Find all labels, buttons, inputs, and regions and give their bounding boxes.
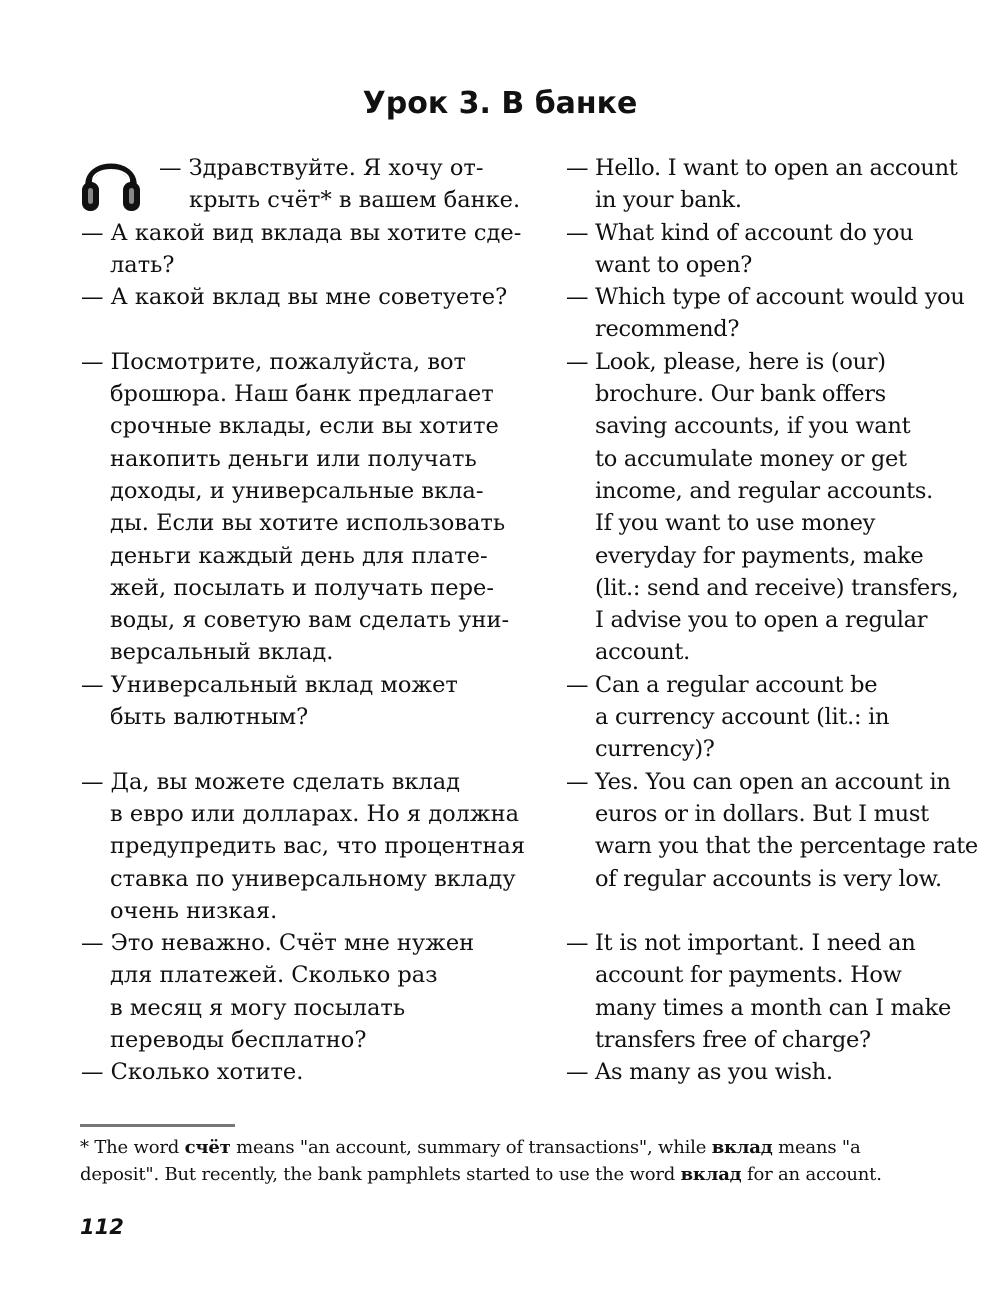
ru-line: — А какой вклад вы мне советуете?: [81, 284, 508, 311]
ru-spacer: [81, 313, 541, 345]
ru-line: ставка по универсальному вкладу: [110, 865, 516, 892]
ru-line: версальный вклад.: [110, 639, 334, 666]
ru-line: воды, я советую вам сделать уни-: [110, 607, 510, 634]
page-number: 112: [80, 1215, 124, 1239]
ru-line: — Здравствуйте. Я хочу от-: [159, 155, 484, 181]
footnote-term: счёт: [184, 1137, 231, 1158]
en-line: recommend?: [595, 316, 740, 343]
ru-line: жей, посылать и получать пере-: [110, 574, 494, 601]
page-title: Урок 3. В банке: [362, 86, 638, 121]
ru-line: — А какой вид вклада вы хотите сде-: [81, 219, 522, 246]
ru-line: в месяц я могу посылать: [110, 994, 406, 1021]
en-line: income, and regular accounts.: [595, 477, 933, 504]
english-translation: [566, 152, 978, 1089]
footnote-line-2: deposit". But recently, the bank pamphlets started to use the word вклад for an account.: [80, 1164, 882, 1185]
footnote-term: вклад: [711, 1137, 773, 1158]
ru-line: накопить деньги или получать: [110, 445, 477, 472]
en-line: — As many as you wish.: [566, 1059, 833, 1086]
ru-line: лать?: [110, 251, 175, 278]
en-line: — Hello. I want to open an account: [566, 155, 958, 181]
footnote-divider: [80, 1124, 235, 1127]
footnote: [80, 1134, 960, 1188]
ru-line: — Да, вы можете сделать вклад: [81, 768, 460, 795]
en-line: (lit.: send and receive) transfers,: [595, 574, 959, 601]
en-line: everyday for payments, make: [595, 542, 924, 569]
en-line: If you want to use money: [595, 510, 876, 537]
ru-line: — Посмотрите, пожалуйста, вот: [81, 348, 466, 375]
ru-line: деньги каждый день для плате-: [110, 542, 488, 569]
ru-line: в евро или долларах. Но я должна: [110, 800, 520, 827]
ru-line: быть валютным?: [110, 704, 309, 731]
en-line: in your bank.: [595, 187, 742, 214]
en-line: — Look, please, here is (our): [566, 348, 886, 375]
footnote-term: вклад: [680, 1164, 742, 1185]
en-line: to accumulate money or get: [595, 445, 907, 472]
en-line: — Which type of account would you: [566, 284, 965, 311]
en-line: account for payments. How: [595, 962, 902, 989]
ru-line: переводы бесплатно?: [110, 1027, 367, 1054]
en-line: many times a month can I make: [595, 994, 952, 1021]
en-line: I advise you to open a regular: [595, 607, 928, 634]
en-line: brochure. Our bank offers: [595, 381, 886, 408]
ru-line: брошюра. Наш банк предлагает: [110, 381, 494, 408]
ru-line: для платежей. Сколько раз: [110, 962, 438, 989]
en-line: — Yes. You can open an account in: [566, 768, 951, 795]
en-line: want to open?: [595, 251, 753, 278]
russian-dialogue: [81, 152, 541, 1089]
ru-line: — Универсальный вклад может: [81, 671, 458, 698]
en-line: euros or in dollars. But I must: [595, 800, 929, 827]
en-line: warn you that the percentage rate: [595, 833, 978, 860]
en-line: of regular accounts is very low.: [595, 865, 942, 892]
footnote-line-1: * The word счёт means "an account, summary of transactions", while вклад means "a: [80, 1137, 861, 1158]
en-line: currency)?: [595, 736, 715, 763]
en-spacer: [566, 895, 966, 927]
ru-line: предупредить вас, что процентная: [110, 833, 526, 860]
ru-line: ды. Если вы хотите использовать: [110, 510, 506, 537]
ru-line: очень низкая.: [110, 897, 278, 924]
ru-line: — Это неважно. Счёт мне нужен: [81, 930, 475, 957]
ru-line: крыть счёт* в вашем банке.: [189, 187, 521, 214]
en-line: a currency account (lit.: in: [595, 704, 890, 731]
ru-line: доходы, и универсальные вкла-: [110, 477, 484, 504]
en-line: transfers free of charge?: [595, 1027, 871, 1054]
footnote-marker: *: [80, 1137, 89, 1158]
en-line: account.: [595, 639, 690, 666]
en-line: — What kind of account do you: [566, 219, 914, 246]
en-line: — It is not important. I need an: [566, 930, 916, 957]
ru-line: срочные вклады, если вы хотите: [110, 413, 499, 440]
ru-spacer: [81, 733, 541, 765]
ru-line: — Сколько хотите.: [81, 1059, 304, 1086]
en-line: saving accounts, if you want: [595, 413, 911, 440]
en-line: — Can a regular account be: [566, 671, 878, 698]
